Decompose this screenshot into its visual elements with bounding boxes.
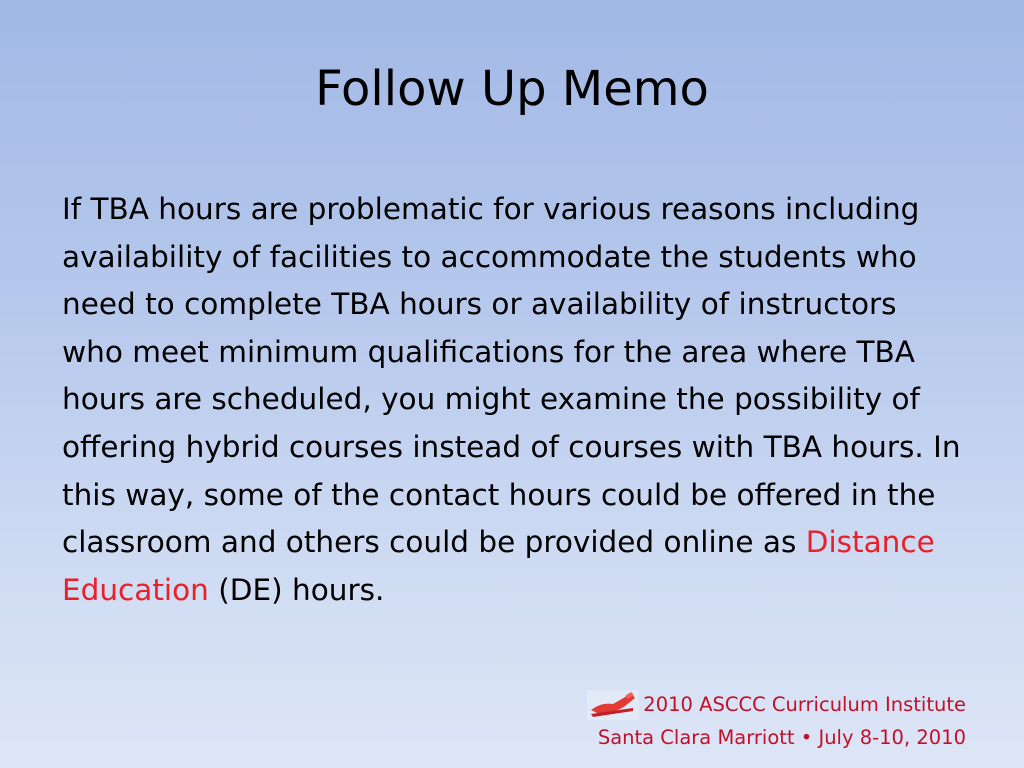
- asccc-logo-icon: [587, 690, 639, 720]
- footer-line-2: Santa Clara Marriott • July 8-10, 2010: [597, 726, 966, 749]
- body-text-after: (DE) hours.: [208, 572, 385, 607]
- slide-footer: [587, 688, 966, 754]
- slide-title: Follow Up Memo: [315, 61, 709, 117]
- body-highlight-term: Distance Education: [62, 525, 935, 607]
- footer-row-1: [587, 688, 966, 721]
- footer-row-2: [587, 721, 966, 754]
- footer-line-1: 2010 ASCCC Curriculum Institute: [643, 693, 966, 716]
- body-text-before: If TBA hours are problematic for various reasons including availability of facilities to accommodate the students who need to complete TBA hours or availability of instructors who meet minimum qualifications for the area where TBA hours are scheduled, you might examine the possibility of offering hybrid courses instead of courses with TBA hours. In this way, some of the contact hours could be offered in the classroom and others could be provided online as: [62, 192, 961, 560]
- slide-body: [62, 186, 962, 614]
